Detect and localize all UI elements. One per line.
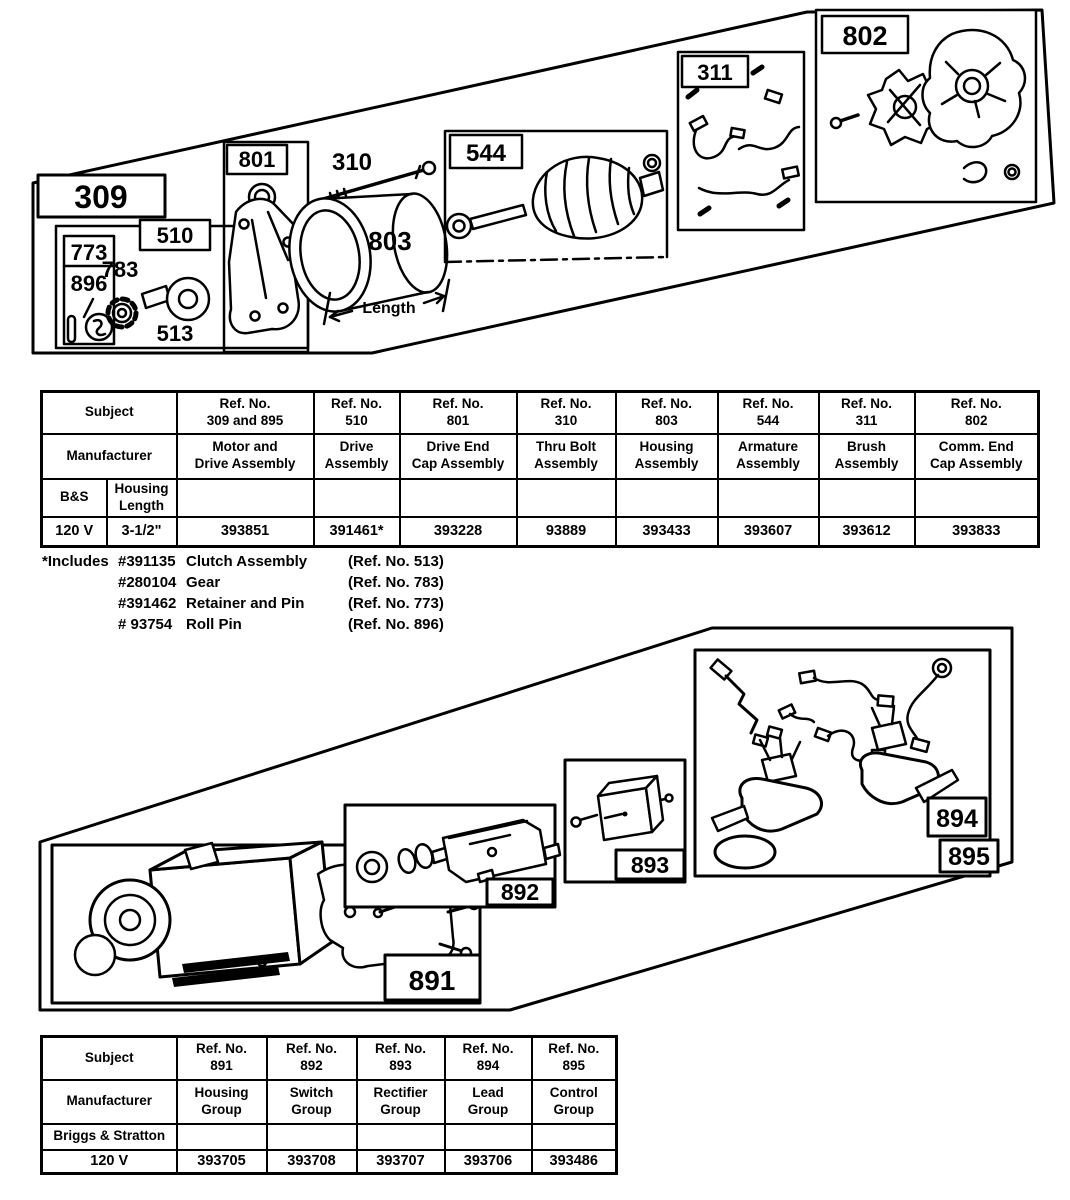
ref-no-line: Ref. No.	[548, 1041, 600, 1057]
t1-desc-7	[915, 434, 1039, 479]
t1-desc-4	[616, 434, 718, 479]
ref-id-line: 510	[345, 412, 368, 428]
callout-309: 309	[74, 179, 128, 215]
t2-subject-header: Subject	[42, 1037, 177, 1080]
desc-line: Group	[467, 1101, 509, 1117]
t1-desc-1	[314, 434, 400, 479]
t1-subject-header: Subject	[42, 392, 177, 434]
footnote-ref: (Ref. No. 783)	[348, 574, 444, 591]
part-number-cell: 393706	[445, 1150, 532, 1174]
desc-line: Assembly	[534, 456, 598, 471]
footnote-line	[42, 593, 444, 614]
desc-line: Assembly	[736, 456, 800, 471]
desc-line: Housing	[194, 1084, 249, 1100]
callout-802: 802	[842, 21, 888, 51]
length-note: Length	[362, 300, 416, 317]
part-number-cell: 393433	[616, 517, 718, 547]
t1-ref-header-5	[718, 392, 819, 434]
footnote-part-number: #391135	[118, 553, 176, 570]
t1-desc-6	[819, 434, 915, 479]
ref-no-line: Ref. No.	[331, 395, 383, 411]
footnote-part-name: Retainer and Pin	[186, 595, 305, 612]
part-number-cell: 393228	[400, 517, 517, 547]
t2-empty-cell	[267, 1124, 357, 1150]
t1-empty-cell	[177, 479, 314, 517]
desc-line: Cap Assembly	[411, 456, 505, 471]
callout-310: 310	[331, 149, 373, 176]
desc-line: Assembly	[324, 456, 389, 471]
desc-line: Rectifier	[373, 1084, 428, 1100]
starter-groups-exploded-diagram	[0, 612, 1070, 1024]
ref-id-line: 311	[855, 412, 878, 428]
ref-no-line: Ref. No.	[950, 395, 1002, 411]
part-number-cell: 93889	[517, 517, 616, 547]
t2-ref-header-0	[177, 1037, 267, 1080]
footnote-line	[42, 551, 444, 572]
ref-no-line: Ref. No.	[841, 395, 893, 411]
desc-line: Drive	[339, 439, 374, 455]
t2-empty-cell	[177, 1124, 267, 1150]
t1-ref-header-1	[314, 392, 400, 434]
desc-line: Group	[553, 1101, 594, 1117]
group-parts-table	[40, 1035, 618, 1175]
t2-ref-header-4	[532, 1037, 617, 1080]
t1-ref-header-2	[400, 392, 517, 434]
callout-895: 895	[948, 843, 990, 871]
retainer-roll-pin-group	[64, 236, 114, 344]
desc-line: Thru Bolt	[536, 439, 597, 455]
footnote-ref: (Ref. No. 513)	[348, 553, 444, 570]
part-number-cell: 393607	[718, 517, 819, 547]
desc-line: Motor and	[212, 439, 278, 455]
ref-id-line: 802	[965, 412, 988, 428]
desc-line: Lead	[472, 1084, 504, 1100]
t1-ref-header-3	[517, 392, 616, 434]
t2-empty-cell	[357, 1124, 445, 1150]
spec-line: Length	[119, 497, 164, 513]
comm-end-cap-group	[816, 10, 1036, 202]
ref-id-line: 310	[554, 412, 578, 428]
t2-empty-cell	[532, 1124, 617, 1150]
rectifier-group-box	[565, 760, 685, 882]
desc-line: Assembly	[834, 456, 899, 471]
part-number-cell: 393486	[532, 1150, 617, 1174]
callout-891: 891	[408, 965, 456, 996]
t2-desc-1	[267, 1080, 357, 1124]
ref-no-line: Ref. No.	[432, 395, 484, 411]
desc-line: Comm. End	[938, 439, 1014, 455]
callout-894: 894	[936, 805, 978, 833]
footnote-part-number: # 93754	[118, 616, 173, 633]
footnote-part-name: Roll Pin	[186, 616, 242, 633]
ref-id-line: 892	[300, 1058, 323, 1074]
footnote-part-number: #391462	[118, 595, 177, 612]
ref-no-line: Ref. No.	[285, 1041, 337, 1057]
t2-manufacturer-header: Manufacturer	[42, 1080, 177, 1124]
ref-no-line: Ref. No.	[195, 1041, 247, 1057]
callout-893: 893	[630, 852, 670, 878]
t1-empty-cell	[314, 479, 400, 517]
callout-896: 896	[70, 271, 108, 296]
t1-empty-cell	[718, 479, 819, 517]
ref-id-line: 801	[446, 412, 470, 428]
part-number-cell: 393612	[819, 517, 915, 547]
footnote-part-name: Clutch Assembly	[186, 553, 308, 570]
t2-desc-2	[357, 1080, 445, 1124]
callout-892: 892	[500, 879, 540, 905]
t2-desc-4	[532, 1080, 617, 1124]
footnote-prefix	[42, 593, 118, 614]
footnote-ref: (Ref. No. 896)	[348, 616, 444, 633]
t1-desc-3	[517, 434, 616, 479]
part-number-cell: 393833	[915, 517, 1039, 547]
t1-spec-cell	[107, 479, 177, 517]
lead-control-group-box	[695, 650, 998, 876]
starter-parts-table	[40, 390, 1040, 548]
callout-311: 311	[697, 60, 733, 85]
callout-803: 803	[368, 226, 412, 256]
t1-empty-cell	[616, 479, 718, 517]
part-number-cell: 393705	[177, 1150, 267, 1174]
t1-empty-cell	[400, 479, 517, 517]
ref-id-line: 894	[476, 1058, 500, 1074]
t1-empty-cell	[915, 479, 1039, 517]
t2-brand-cell: Briggs & Stratton	[42, 1124, 177, 1150]
ref-id-line: 895	[562, 1058, 586, 1074]
spec-line: Housing	[114, 480, 169, 496]
t1-empty-cell	[819, 479, 915, 517]
callout-544: 544	[465, 140, 507, 167]
ref-no-line: Ref. No.	[641, 395, 693, 411]
t1-empty-cell	[517, 479, 616, 517]
t1-brand-cell: B&S	[42, 479, 107, 517]
desc-line: Brush	[847, 439, 887, 455]
ref-no-line: Ref. No.	[374, 1041, 426, 1057]
ref-id-line: 893	[389, 1058, 412, 1074]
t2-ref-header-3	[445, 1037, 532, 1080]
t1-ref-header-4	[616, 392, 718, 434]
desc-line: Cap Assembly	[929, 456, 1023, 471]
t1-ref-header-7	[915, 392, 1039, 434]
desc-line: Drive End	[426, 439, 490, 455]
ref-id-line: 544	[756, 412, 780, 428]
ref-id-line: 309 and 895	[206, 412, 284, 428]
footnote-ref: (Ref. No. 773)	[348, 595, 444, 612]
t1-ref-header-6	[819, 392, 915, 434]
footnote-part-name: Gear	[186, 574, 221, 591]
part-number-cell: 393707	[357, 1150, 445, 1174]
callout-510: 510	[156, 223, 194, 248]
t1-length-cell: 3-1/2"	[107, 517, 177, 547]
t2-voltage-cell: 120 V	[42, 1150, 177, 1174]
starter-motor-exploded-diagram	[0, 0, 1070, 378]
callout-801: 801	[238, 147, 276, 172]
callout-513: 513	[156, 321, 194, 346]
t2-ref-header-1	[267, 1037, 357, 1080]
t1-manufacturer-header: Manufacturer	[42, 434, 177, 479]
ref-id-line: 891	[210, 1058, 233, 1074]
callout-773: 773	[70, 240, 108, 265]
ref-no-line: Ref. No.	[742, 395, 794, 411]
desc-line: Assembly	[634, 456, 699, 471]
desc-line: Group	[291, 1101, 332, 1117]
footnote-line	[42, 572, 444, 593]
desc-line: Switch	[289, 1084, 334, 1100]
ref-no-line: Ref. No.	[462, 1041, 514, 1057]
desc-line: Control	[549, 1084, 598, 1100]
t2-desc-0	[177, 1080, 267, 1124]
t2-desc-3	[445, 1080, 532, 1124]
t1-desc-0	[177, 434, 314, 479]
ref-no-line: Ref. No.	[540, 395, 592, 411]
t1-desc-2	[400, 434, 517, 479]
switch-group-box	[345, 805, 560, 907]
callout-783: 783	[101, 257, 139, 282]
part-number-cell: 391461*	[314, 517, 400, 547]
footnote-part-number: #280104	[118, 574, 177, 591]
brush-assembly-group	[678, 52, 804, 230]
ref-id-line: 803	[655, 412, 678, 428]
footnote-prefix: *Includes	[42, 553, 109, 570]
footnote-prefix	[42, 572, 118, 593]
desc-line: Housing	[639, 439, 694, 455]
part-number-cell: 393851	[177, 517, 314, 547]
part-number-cell: 393708	[267, 1150, 357, 1174]
motor-assembly-callout	[38, 175, 165, 217]
t2-empty-cell	[445, 1124, 532, 1150]
t1-desc-5	[718, 434, 819, 479]
desc-line: Group	[201, 1101, 242, 1117]
ref-no-line: Ref. No.	[219, 395, 271, 411]
t1-voltage-cell: 120 V	[42, 517, 107, 547]
desc-line: Group	[380, 1101, 421, 1117]
desc-line: Drive Assembly	[194, 456, 296, 471]
t1-ref-header-0	[177, 392, 314, 434]
desc-line: Armature	[738, 439, 799, 455]
clutch-drawing	[167, 278, 209, 320]
t2-ref-header-2	[357, 1037, 445, 1080]
